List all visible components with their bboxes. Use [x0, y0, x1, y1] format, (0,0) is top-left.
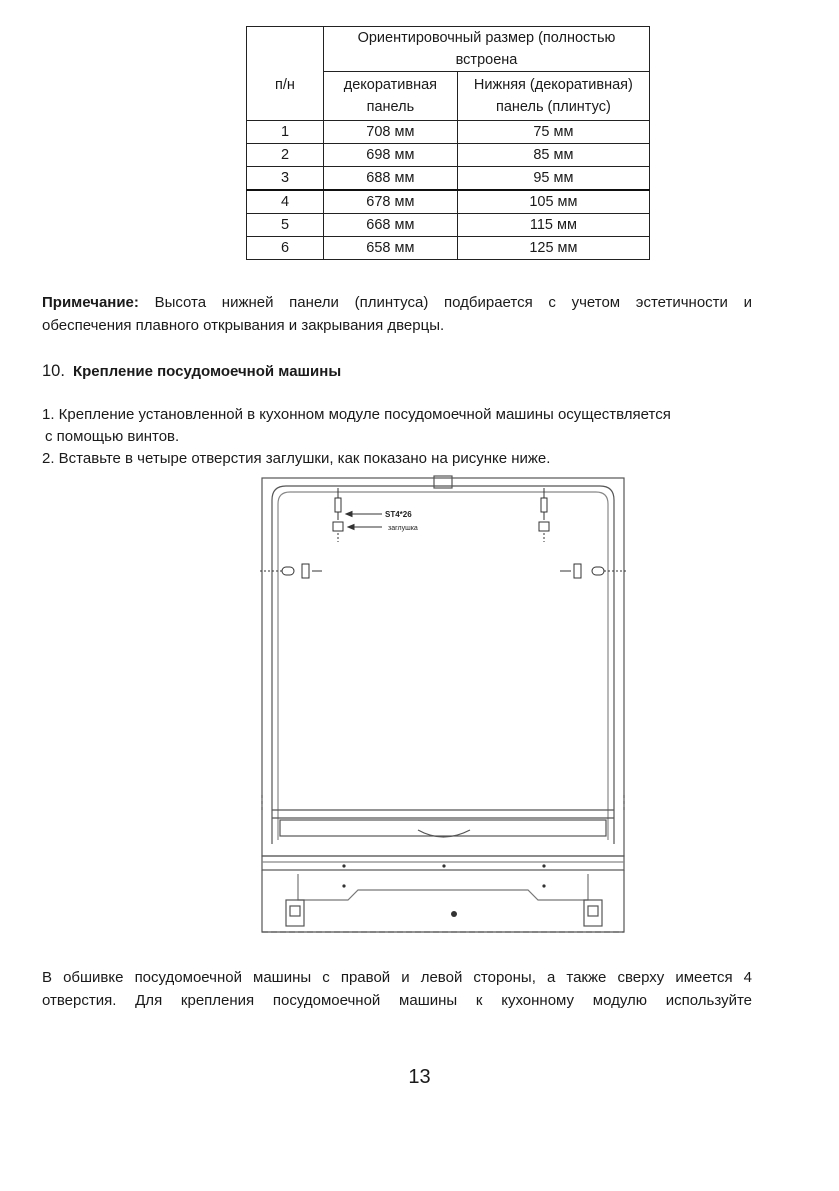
note-text-1: Высота нижней панели (плинтуса) подбирается с учетом эстетичности и [154, 294, 752, 311]
section-heading [42, 360, 341, 383]
note-paragraph [42, 291, 752, 337]
page-number: 13 [408, 1066, 431, 1088]
table-cell-plinth: 75 мм [457, 120, 649, 143]
table-cell-index: 3 [247, 166, 324, 190]
table-header-panel: декоративная панель [323, 72, 457, 121]
table-header-index: п/н [247, 72, 324, 121]
table-header-plinth: Нижняя (декоративная) панель (плинтус) [457, 72, 649, 121]
table-header-main: Ориентировочный размер (полностью встроена [323, 27, 649, 72]
table-cell-plinth: 95 мм [457, 166, 649, 190]
step-1-line-2: с помощью винтов. [45, 428, 180, 445]
side-screw-left [260, 567, 294, 575]
screw-icon [541, 488, 547, 520]
table-cell-panel: 668 мм [323, 213, 457, 236]
table-cell-panel: 678 мм [323, 190, 457, 214]
table-cell-plinth: 105 мм [457, 190, 649, 214]
table-cell-index: 6 [247, 236, 324, 259]
table-cell-plinth: 115 мм [457, 213, 649, 236]
door-frame [272, 486, 614, 844]
table-row [247, 120, 650, 143]
note-label: Примечание: [42, 294, 139, 311]
screw-label: ST4*26 [385, 510, 412, 519]
plug-label: заглушка [388, 525, 418, 532]
cabinet-outline [262, 478, 624, 856]
side-plug-right [560, 564, 581, 578]
step-1-line-1: 1. Крепление установленной в кухонном модуле посудомоечной машины осуществляется [42, 406, 671, 423]
bottom-paragraph [42, 966, 752, 1012]
left-foot [286, 900, 304, 926]
table-cell-panel: 708 мм [323, 120, 457, 143]
side-screw-right [592, 567, 628, 575]
note-line-1 [42, 291, 752, 314]
table-row [247, 190, 650, 214]
dimensions-table [246, 26, 650, 260]
table-cell-panel: 658 мм [323, 236, 457, 259]
plug-icon [333, 522, 343, 542]
side-plug-left [302, 564, 322, 578]
note-line-2: обеспечения плавного открывания и закрывания дверцы. [42, 317, 445, 334]
instruction-steps [42, 404, 671, 470]
right-foot [584, 900, 602, 926]
table-cell-panel: 698 мм [323, 143, 457, 166]
table-cell-index: 2 [247, 143, 324, 166]
plug-icon [539, 522, 549, 542]
table-row [247, 166, 650, 190]
dishwasher-mounting-figure [258, 470, 630, 942]
table-corner-cell [247, 27, 324, 72]
screw-icon [335, 488, 341, 520]
table-row [247, 213, 650, 236]
table-cell-index: 5 [247, 213, 324, 236]
bottom-line-1: В обшивке посудомоечной машины с правой и левой стороны, а также сверху имеется 4 [42, 969, 752, 986]
table-cell-index: 1 [247, 120, 324, 143]
section-number: 10. [42, 362, 65, 380]
table-cell-panel: 688 мм [323, 166, 457, 190]
section-title: Крепление посудомоечной машины [72, 363, 342, 380]
table-cell-index: 4 [247, 190, 324, 214]
table-row [247, 236, 650, 259]
table-row [247, 143, 650, 166]
step-2: 2. Вставьте в четыре отверстия заглушки, как показано на рисунке ниже. [42, 450, 551, 467]
bottom-line-2: отверстия. Для крепления посудомоечной машины к кухонному модулю используйте [42, 992, 752, 1009]
table-cell-plinth: 85 мм [457, 143, 649, 166]
table-cell-plinth: 125 мм [457, 236, 649, 259]
